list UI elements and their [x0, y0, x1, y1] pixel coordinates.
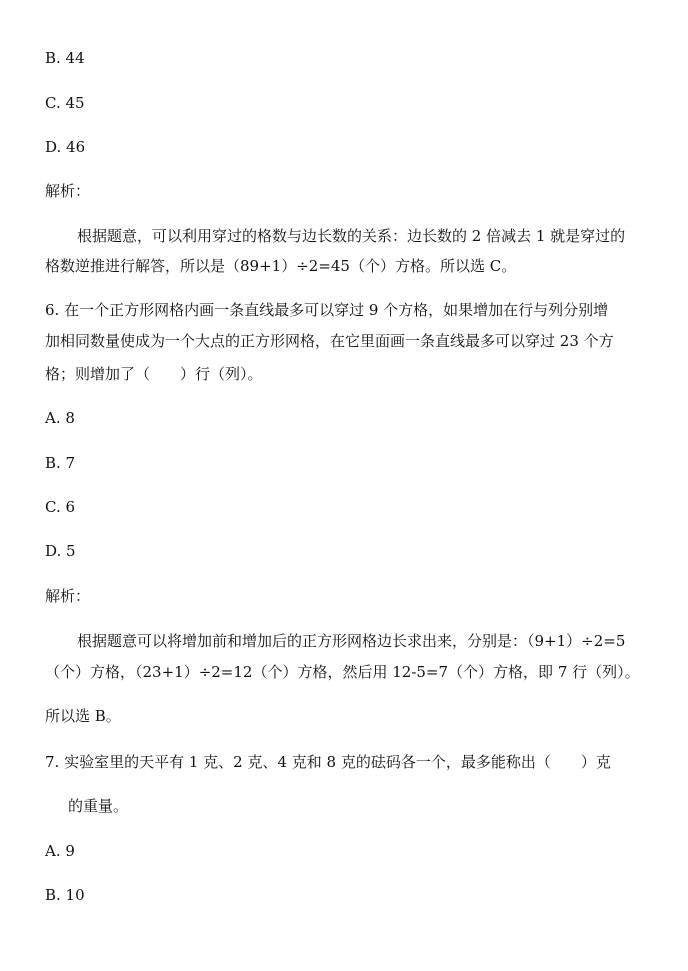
q5-option-d: D. 46 — [45, 138, 86, 156]
q6-question-line-1: 6. 在一个正方形网格内画一条直线最多可以穿过 9 个方格，如果增加在行与列分别增 — [45, 301, 609, 319]
q5-analysis-line-1: 根据题意，可以利用穿过的格数与边长数的关系：边长数的 2 倍减去 1 就是穿过的 — [77, 227, 626, 245]
q5-analysis-line-2: 格数逆推进行解答，所以是（89+1）÷2=45（个）方格。所以选 C。 — [45, 257, 517, 275]
q6-option-c: C. 6 — [45, 498, 76, 516]
q6-analysis-label: 解析： — [45, 587, 91, 605]
q5-option-b: B. 44 — [45, 49, 85, 67]
q7-option-a: A. 9 — [45, 842, 75, 860]
q6-question-line-3: 格；则增加了（ ）行（列）。 — [45, 365, 263, 383]
q7-question-line-2: 的重量。 — [68, 797, 129, 815]
q7-question-line-1: 7. 实验室里的天平有 1 克、2 克、4 克和 8 克的砝码各一个，最多能称出（ ）克 — [45, 753, 611, 771]
q6-question-line-2: 加相同数量使成为一个大点的正方形网格，在它里面画一条直线最多可以穿过 23 个方 — [45, 332, 614, 350]
q6-analysis-line-2: （个）方格，（23+1）÷2=12（个）方格，然后用 12-5=7（个）方格，即 7 行（列）。 — [45, 663, 640, 681]
q6-option-d: D. 5 — [45, 542, 76, 560]
q5-option-c: C. 45 — [45, 94, 85, 112]
q7-option-b: B. 10 — [45, 886, 85, 904]
q6-analysis-line-3: 所以选 B。 — [45, 707, 121, 725]
q6-option-b: B. 7 — [45, 454, 76, 472]
q6-option-a: A. 8 — [45, 409, 75, 427]
q6-analysis-line-1: 根据题意可以将增加前和增加后的正方形网格边长求出来，分别是：（9+1）÷2=5 — [77, 632, 626, 650]
q5-analysis-label: 解析： — [45, 182, 91, 200]
